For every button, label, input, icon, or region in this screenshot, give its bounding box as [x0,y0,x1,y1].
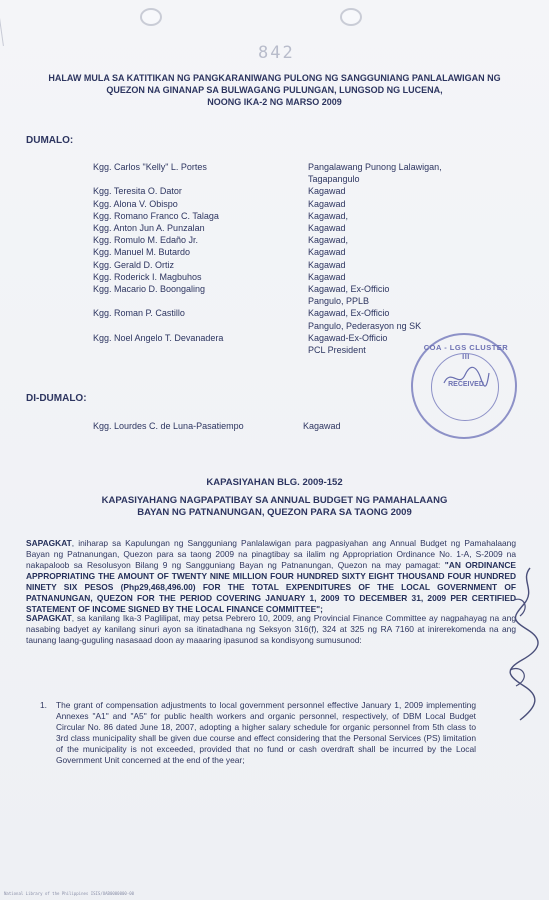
attendee-name: Kgg. Alona V. Obispo [93,198,178,209]
whereas-paragraph-1 [26,538,516,615]
whereas-text-2: , sa kanilang Ika-3 Paglilipat, may petsa Pebrero 10, 2009, ang Provincial Finance Committee ay nagpahayag na ang nasabing badyet ay kanilang sinuri ayon sa itinatadhana ng Seksyon 316(f), 324 at 325 ng RA 7160 at inirerekomenda na ang taunang laang-guguling nasasaad doon ay maaaring ipasunod sa kondisyong sumusunod: [26,613,516,645]
coa-receipt-stamp [411,333,517,439]
attendee-name: Kgg. Teresita O. Dator [93,186,182,197]
attendee-position: Pangulo, PPLB [308,296,370,307]
attendee-position: Kagawad [308,259,346,270]
punch-hole-left [140,8,162,26]
absent-member-position: Kagawad [303,421,341,431]
attendee-position: Kagawad [308,271,346,282]
punch-hole-right [340,8,362,26]
attendee-position: Kagawad [308,198,346,209]
whereas-lead-2: SAPAGKAT [26,613,72,623]
attendee-name: Kgg. Roman P. Castillo [93,308,185,319]
whereas-paragraph-2 [26,613,516,646]
minutes-header-line-2: QUEZON NA GINANAP SA BULWAGANG PULUNGAN, LUNGSOD NG LUCENA, [106,85,443,95]
attendee-name: Kgg. Roderick I. Magbuhos [93,271,202,282]
ordinance-title: "AN ORDINANCE APPROPRIATING THE AMOUNT OF TWENTY NINE MILLION FOUR HUNDRED SIXTY EIGHT THOUSAND FOUR HUNDRED NINETY SIX PESOS (Php29,468,496.00) FOR THE TOTAL EXPENDITURES OF THE LOCAL GOVERNMENT OF PATNANUNGAN, QUEZON FOR THE PERIOD COVERING JANUARY 1, 2009 TO DECEMBER 31, 2009 PER CERTIFIED STATEMENT OF INCOME SIGNED BY THE LOCAL FINANCE COMMITTEE"; [26,560,516,614]
attendee-position: Kagawad, [308,235,349,246]
attendee-name: Kgg. Noel Angelo T. Devanadera [93,332,224,343]
dumalo-label: DUMALO: [26,135,74,146]
attendee-position: Kagawad, Ex-Officio [308,284,390,294]
absent-member-name: Kgg. Lourdes C. de Luna-Pasatiempo [93,421,244,431]
attendee-name: Kgg. Macario D. Boongaling [93,284,206,294]
corner-crease [0,2,34,46]
attendee-position: Pangalawang Punong Lalawigan, [308,162,442,172]
attendee-position: Kagawad [308,247,346,258]
attendee-position: Kagawad, Ex-Officio [308,308,390,319]
attendee-position: Kagawad [308,186,346,197]
item-number: 1. [40,700,47,710]
whereas-lead-1: SAPAGKAT [26,538,72,548]
attendee-name: Kgg. Gerald D. Ortiz [93,259,175,270]
attendee-position: Pangulo, Pederasyon ng SK [308,320,422,331]
attendee-name: Kgg. Carlos "Kelly" L. Portes [93,162,207,172]
page-number: 842 [258,43,295,63]
minutes-header-line-3: NOONG IKA-2 NG MARSO 2009 [207,97,342,107]
attendee-position: Kagawad-Ex-Officio [308,332,388,343]
attendee-name: Kgg. Anton Jun A. Punzalan [93,223,205,233]
attendee-position: PCL President [308,345,366,355]
resolution-title-line-2: BAYAN NG PATNANUNGAN, QUEZON PARA SA TAONG 2009 [137,507,412,518]
attendee-name: Kgg. Romulo M. Edaño Jr. [93,235,199,246]
resolution-title-line-1: KAPASIYAHANG NAGPAPATIBAY SA ANNUAL BUDGET NG PAMAHALAANG [101,495,448,506]
margin-signature [500,560,546,730]
attendee-name: Kgg. Manuel M. Butardo [93,247,191,258]
whereas-text-1: , iniharap sa Kapulungan ng Sangguniang Panlalawigan para pagpasiyahan ang Annual Budget ng Pamahalaang Bayan ng Patnanungan, Quezon para sa taong 2009 na pinagtibay sa ilalim ng Appropriation Ordinance No. 1-A, S-2009 na nakapaloob sa Resolusyon Bilang 9 ng Sangguniang Bayan ng Patnanungan, Quezon na may pamagat: [26,538,516,570]
minutes-header-line-1: HALAW MULA SA KATITIKAN NG PANGKARANIWANG PULONG NG SANGGUNIANG PANLALAWIGAN NG [48,73,501,83]
attendee-name: Kgg. Romano Franco C. Talaga [93,210,219,221]
stamp-ring-text: COA - LGS CLUSTER III [423,343,509,361]
attendee-position: Kagawad, [308,210,349,221]
condition-item-1: The grant of compensation adjustments to local government personnel effective January 1, 2009 implementing Annexes "A1" and "A5" for public health workers and organic personnel, respectively, of DBM Local Budget Circular No. 86 dated June 18, 2007, adopting a higher salary schedule for organic personnel from 5th class to 3rd class municipality shall be given due course and effect considering that the Personal Services (PS) limitation of the municipality is not exceeded, provided that no fund or cash overdraft shall be incurred by the Local Government Unit concerned at the end of the year; [56,700,476,765]
stamp-received-text: RECEIVED [448,381,484,388]
di-dumalo-label: DI-DUMALO: [26,393,87,404]
attendee-position: Tagapangulo [308,174,360,185]
stamp-initials-signature [441,363,491,393]
resolution-number: KAPASIYAHAN BLG. 2009-152 [206,477,343,488]
attendee-position: Kagawad [308,223,346,233]
scan-footer: National Library of the Philippines ISIS/OAB0000000-00 [4,891,135,896]
